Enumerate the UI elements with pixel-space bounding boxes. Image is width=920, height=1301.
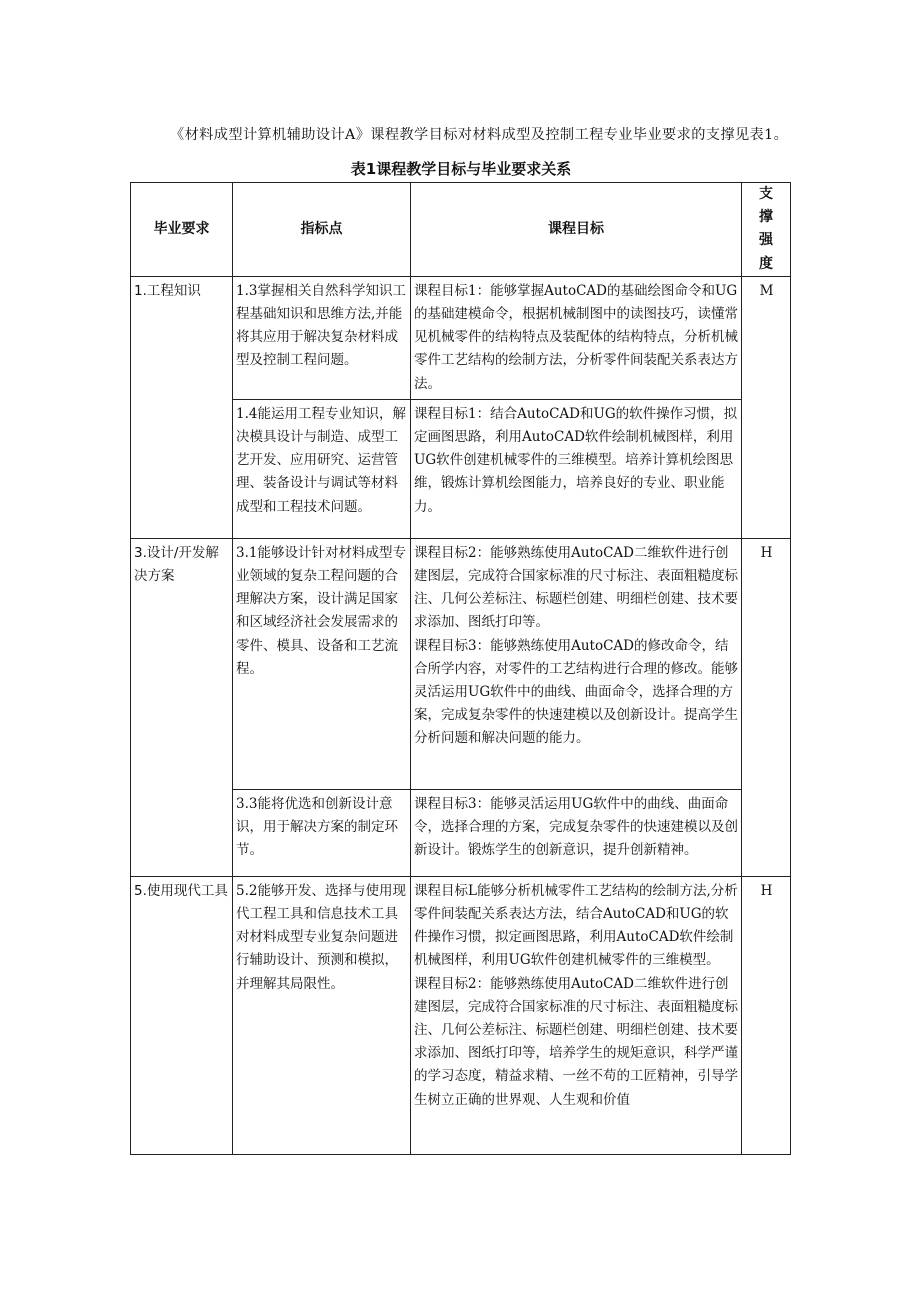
objective-cell bbox=[411, 276, 742, 399]
objective-cell bbox=[411, 538, 742, 789]
strength-cell: H bbox=[742, 876, 791, 1154]
requirement-cell: 5.使用现代工具 bbox=[131, 876, 233, 1154]
indicator-cell: 1.3掌握相关自然科学知识工程基础知识和思维方法,并能将其应用于解决复杂材料成型及控制工程问题。 bbox=[233, 276, 411, 399]
objective-cell bbox=[411, 789, 742, 876]
objective-text: 课程目标3：能够熟练使用AutoCAD的修改命令，结合所学内容，对零件的工艺结构进行合理的修改。能够灵活运用UG软件中的曲线、曲面命令，选择合理的方案，完成复杂零件的快速建模以及创新设计。提高学生分析问题和解决问题的能力。 bbox=[414, 637, 738, 747]
objective-text: 课程目标1：结合AutoCAD和UG的软件操作习惯，拟定画图思路，利用AutoCAD软件绘制机械图样，利用UG软件创建机械零件的三维模型。培养计算机绘图思维，锻炼计算机绘图能力，培养良好的专业、职业能力。 bbox=[414, 405, 738, 515]
header-strength-text: 支撑强度 bbox=[759, 186, 773, 272]
objective-text: 课程目标L能够分析机械零件工艺结构的绘制方法,分析零件间装配关系表达方法，结合AutoCAD和UG的软件操作习惯，拟定画图思路，利用AutoCAD软件绘制机械图样，利用UG软件创建机械零件的三维模型。 bbox=[414, 882, 738, 969]
objective-cell bbox=[411, 876, 742, 1154]
header-requirement: 毕业要求 bbox=[131, 183, 233, 277]
indicator-cell: 5.2能够开发、选择与使用现代工程工具和信息技术工具对材料成型专业复杂问题进行辅助设计、预测和模拟，并理解其局限性。 bbox=[233, 876, 411, 1154]
requirement-cell: 3.设计/开发解决方案 bbox=[131, 538, 233, 876]
header-objective: 课程目标 bbox=[411, 183, 742, 277]
indicator-cell: 1.4能运用工程专业知识，解决模具设计与制造、成型工艺开发、应用研究、运营管理、装备设计与调试等材料成型和工程技术问题。 bbox=[233, 399, 411, 538]
requirement-cell: 1.工程知识 bbox=[131, 276, 233, 538]
objective-text: 课程目标2：能够熟练使用AutoCAD二维软件进行创建图层，完成符合国家标准的尺寸标注、表面粗糙度标注、几何公差标注、标题栏创建、明细栏创建、技术要求添加、图纸打印等，培养学生的规矩意识，科学严谨的学习态度，精益求精、一丝不苟的工匠精神，引导学生树立正确的世界观、人生观和价值 bbox=[414, 975, 738, 1108]
objective-text: 课程目标3：能够灵活运用UG软件中的曲线、曲面命令，选择合理的方案，完成复杂零件的快速建模以及创新设计。锻炼学生的创新意识，提升创新精神。 bbox=[414, 795, 738, 859]
header-indicator: 指标点 bbox=[233, 183, 411, 277]
table-header-row bbox=[131, 183, 791, 277]
intro-paragraph: 《材料成型计算机辅助设计A》课程教学目标对材料成型及控制工程专业毕业要求的支撑见表1。 bbox=[170, 127, 789, 144]
header-strength bbox=[742, 183, 791, 277]
table-row bbox=[131, 876, 791, 1154]
table-caption: 表1课程教学目标与毕业要求关系 bbox=[350, 160, 572, 178]
objective-text: 课程目标1：能够掌握AutoCAD的基础绘图命令和UG的基础建模命令，根据机械制图中的读图技巧，读懂常见机械零件的结构特点及装配体的结构特点，分析机械零件工艺结构的绘制方法，分析零件间装配关系表达方法。 bbox=[414, 282, 738, 392]
objective-cell bbox=[411, 399, 742, 538]
table-row bbox=[131, 538, 791, 789]
requirements-table bbox=[130, 182, 791, 1155]
strength-cell: H bbox=[742, 538, 791, 876]
strength-cell: M bbox=[742, 276, 791, 538]
indicator-cell: 3.3能将优选和创新设计意识，用于解决方案的制定环节。 bbox=[233, 789, 411, 876]
indicator-cell: 3.1能够设计针对材料成型专业领域的复杂工程问题的合理解决方案，设计满足国家和区域经济社会发展需求的零件、模具、设备和工艺流程。 bbox=[233, 538, 411, 789]
table-row bbox=[131, 276, 791, 399]
objective-text: 课程目标2：能够熟练使用AutoCAD二维软件进行创建图层，完成符合国家标准的尺寸标注、表面粗糙度标注、几何公差标注、标题栏创建、明细栏创建、技术要求添加、图纸打印等。 bbox=[414, 544, 738, 631]
